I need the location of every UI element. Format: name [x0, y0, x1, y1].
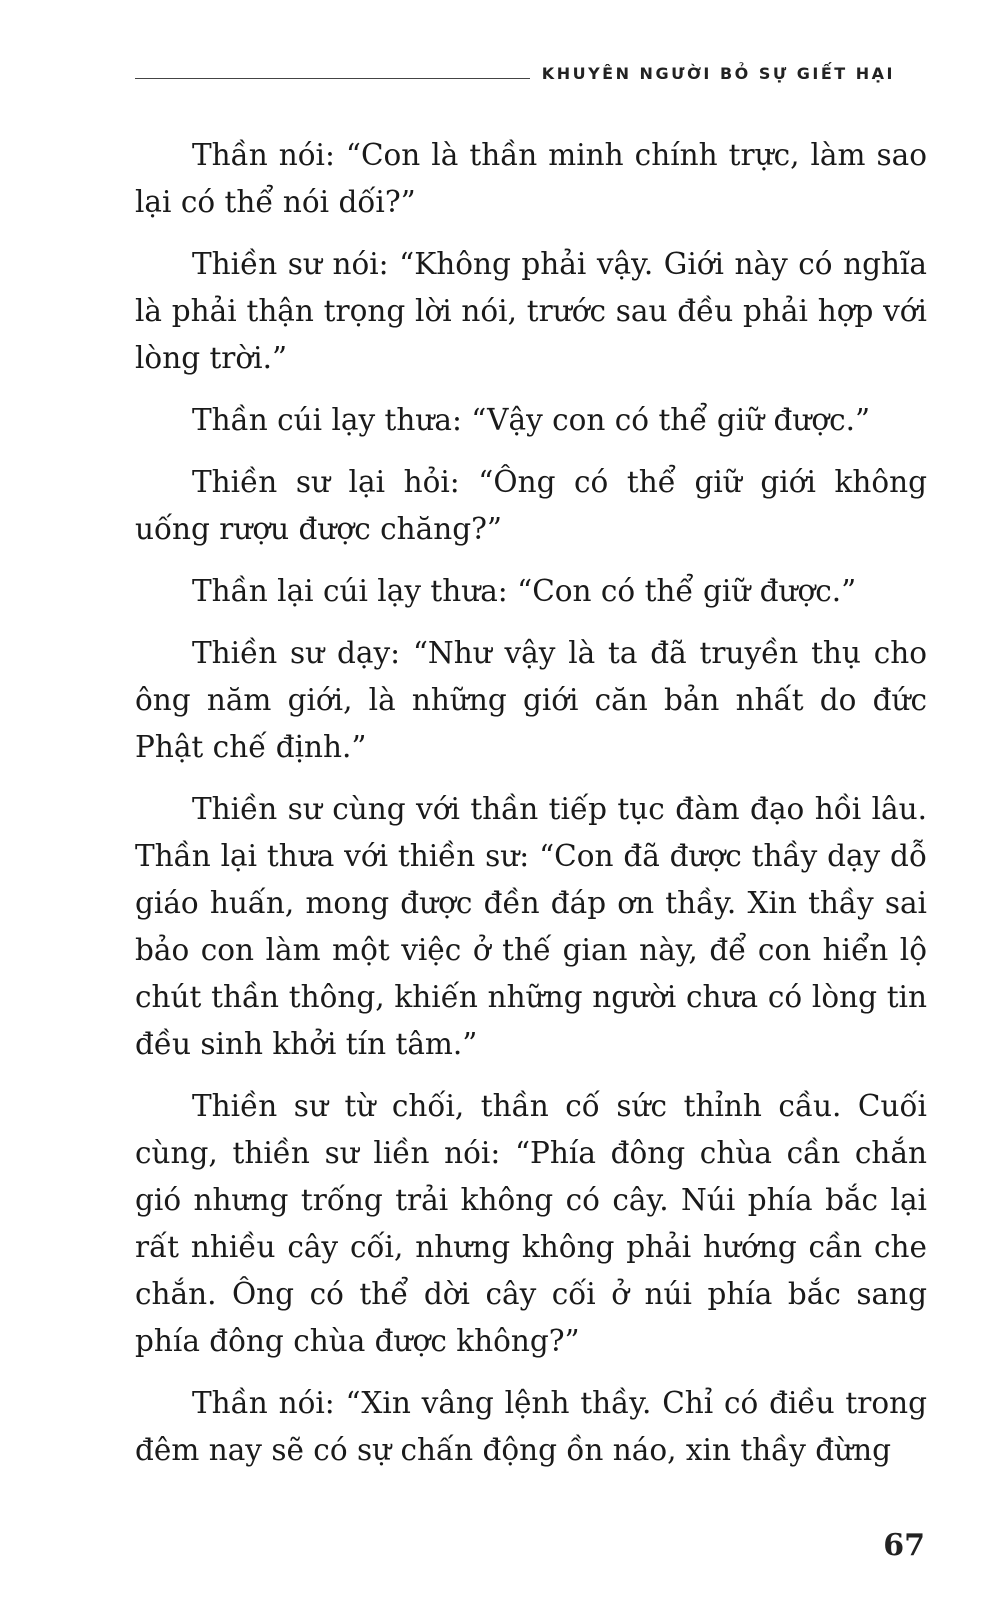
- paragraph: Thiền sư lại hỏi: “Ông có thể giữ giới không uống rượu được chăng?”: [135, 465, 927, 546]
- header-rule: [135, 78, 530, 79]
- paragraph: Thiền sư nói: “Không phải vậy. Giới này có nghĩa là phải thận trọng lời nói, trước sau đều phải hợp với lòng trời.”: [135, 247, 927, 375]
- paragraph: Thần lại cúi lạy thưa: “Con có thể giữ được.”: [192, 574, 857, 608]
- paragraph: Thần nói: “Xin vâng lệnh thầy. Chỉ có điều trong đêm nay sẽ có sự chấn động ồn náo, xin thầy đừng: [135, 1386, 927, 1467]
- paragraph: Thiền sư từ chối, thần cố sức thỉnh cầu. Cuối cùng, thiền sư liền nói: “Phía đông chùa cần chắn gió nhưng trống trải không có cây. Núi phía bắc lại rất nhiều cây cối, nhưng không phải hướng cần che chắn. Ông có thể dời cây cối ở núi phía bắc sang phía đông chùa được không?”: [135, 1089, 927, 1358]
- page-body: [135, 132, 927, 1489]
- paragraph: Thần cúi lạy thưa: “Vậy con có thể giữ được.”: [192, 403, 871, 437]
- running-header: [135, 58, 895, 88]
- paragraph: Thiền sư cùng với thần tiếp tục đàm đạo hồi lâu. Thần lại thưa với thiền sư: “Con đã được thầy dạy dỗ giáo huấn, mong được đền đáp ơn thầy. Xin thầy sai bảo con làm một việc ở thế gian này, để con hiển lộ chút thần thông, khiến những người chưa có lòng tin đều sinh khởi tín tâm.”: [135, 792, 927, 1061]
- running-header-title: KHUYÊN NGƯỜI BỎ SỰ GIẾT HẠI: [541, 63, 895, 83]
- page-number: 67: [883, 1528, 925, 1563]
- paragraph: Thiền sư dạy: “Như vậy là ta đã truyền thụ cho ông năm giới, là những giới căn bản nhất do đức Phật chế định.”: [135, 636, 927, 764]
- paragraph: Thần nói: “Con là thần minh chính trực, làm sao lại có thể nói dối?”: [135, 138, 927, 219]
